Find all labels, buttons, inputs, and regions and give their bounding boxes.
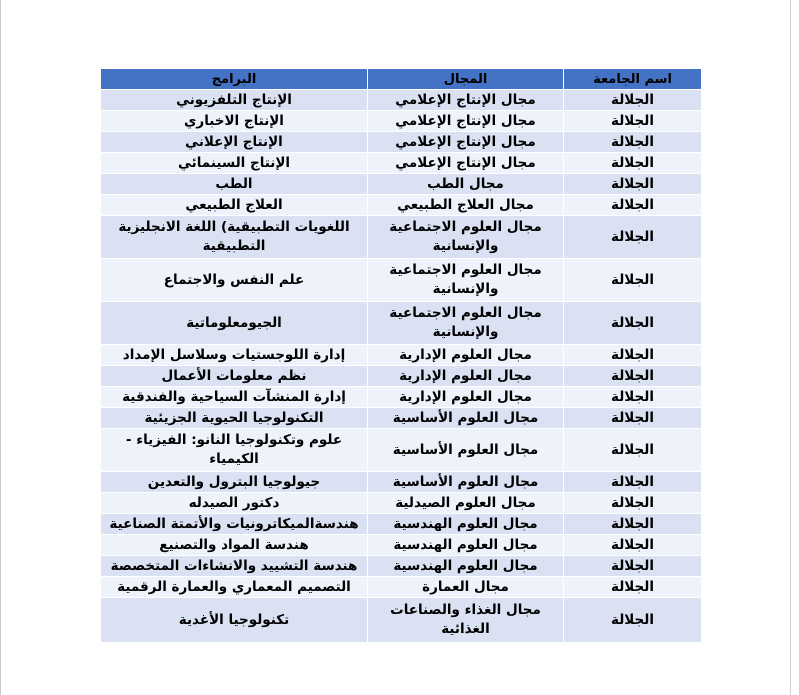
- program-cell: الإنتاج التلفزيوني: [101, 90, 368, 111]
- university-cell: الجلالة: [564, 174, 702, 195]
- university-cell: الجلالة: [564, 577, 702, 598]
- field-cell: مجال العلوم الهندسية: [368, 535, 564, 556]
- table-row: [101, 153, 702, 174]
- table-row: [101, 302, 702, 345]
- field-cell: مجال الإنتاج الإعلامي: [368, 132, 564, 153]
- program-cell: هندسة التشييد والانشاءات المتخصصة: [101, 556, 368, 577]
- table-row: [101, 598, 702, 643]
- university-cell: الجلالة: [564, 302, 702, 345]
- table-row: [101, 216, 702, 259]
- table-row: [101, 514, 702, 535]
- table-header-row: [101, 69, 702, 90]
- table-row: [101, 556, 702, 577]
- program-cell: هندسة المواد والتصنيع: [101, 535, 368, 556]
- university-cell: الجلالة: [564, 111, 702, 132]
- field-cell: مجال العلوم الهندسية: [368, 514, 564, 535]
- field-cell: مجال الإنتاج الإعلامي: [368, 111, 564, 132]
- field-cell: مجال العمارة: [368, 577, 564, 598]
- program-cell: إدارة المنشآت السياحية والفندقية: [101, 387, 368, 408]
- program-cell: إدارة اللوجستيات وسلاسل الإمداد: [101, 345, 368, 366]
- table-row: [101, 259, 702, 302]
- table-row: [101, 174, 702, 195]
- program-cell: الطب: [101, 174, 368, 195]
- university-cell: الجلالة: [564, 598, 702, 643]
- field-cell: مجال العلوم الاجتماعية والإنسانية: [368, 302, 564, 345]
- university-cell: الجلالة: [564, 472, 702, 493]
- program-cell: العلاج الطبيعي: [101, 195, 368, 216]
- program-cell: الإنتاج السينمائي: [101, 153, 368, 174]
- university-cell: الجلالة: [564, 345, 702, 366]
- field-cell: مجال العلوم الأساسية: [368, 472, 564, 493]
- header-programs: البرامج: [101, 69, 368, 90]
- table-row: [101, 111, 702, 132]
- program-cell: نظم معلومات الأعمال: [101, 366, 368, 387]
- university-cell: الجلالة: [564, 556, 702, 577]
- table-row: [101, 90, 702, 111]
- field-cell: مجال العلوم الأساسية: [368, 429, 564, 472]
- program-cell: التصميم المعماري والعمارة الرقمية: [101, 577, 368, 598]
- field-cell: مجال العلوم الاجتماعية والإنسانية: [368, 216, 564, 259]
- university-cell: الجلالة: [564, 535, 702, 556]
- field-cell: مجال الإنتاج الإعلامي: [368, 90, 564, 111]
- program-cell: اللغويات التطبيقية) اللغة الانجليزية التطبيقية: [101, 216, 368, 259]
- field-cell: مجال العلوم الهندسية: [368, 556, 564, 577]
- field-cell: مجال العلاج الطبيعي: [368, 195, 564, 216]
- table-row: [101, 408, 702, 429]
- table-row: [101, 493, 702, 514]
- program-cell: الإنتاج الإعلاني: [101, 132, 368, 153]
- table-row: [101, 577, 702, 598]
- university-cell: الجلالة: [564, 216, 702, 259]
- page-right-edge: [790, 0, 791, 695]
- table-row: [101, 472, 702, 493]
- table-row: [101, 345, 702, 366]
- university-cell: الجلالة: [564, 153, 702, 174]
- university-cell: الجلالة: [564, 493, 702, 514]
- page-left-edge: [0, 0, 1, 695]
- program-cell: تكنولوجيا الأغدية: [101, 598, 368, 643]
- program-cell: دكتور الصيدله: [101, 493, 368, 514]
- program-cell: التكنولوجيا الحيوية الجزيئية: [101, 408, 368, 429]
- table-row: [101, 535, 702, 556]
- field-cell: مجال العلوم الإدارية: [368, 345, 564, 366]
- program-cell: الجيومعلوماتية: [101, 302, 368, 345]
- field-cell: مجال الإنتاج الإعلامي: [368, 153, 564, 174]
- university-cell: الجلالة: [564, 408, 702, 429]
- table-row: [101, 429, 702, 472]
- table-row: [101, 387, 702, 408]
- program-cell: هندسةالميكاترونيات والأتمتة الصناعية: [101, 514, 368, 535]
- university-cell: الجلالة: [564, 90, 702, 111]
- field-cell: مجال الطب: [368, 174, 564, 195]
- university-cell: الجلالة: [564, 132, 702, 153]
- table-row: [101, 366, 702, 387]
- university-cell: الجلالة: [564, 514, 702, 535]
- programs-table: [100, 68, 702, 643]
- header-field: المجال: [368, 69, 564, 90]
- field-cell: مجال العلوم الصيدلية: [368, 493, 564, 514]
- field-cell: مجال العلوم الإدارية: [368, 366, 564, 387]
- program-cell: الإنتاج الاخباري: [101, 111, 368, 132]
- university-cell: الجلالة: [564, 195, 702, 216]
- university-cell: الجلالة: [564, 259, 702, 302]
- table-row: [101, 195, 702, 216]
- field-cell: مجال العلوم الاجتماعية والإنسانية: [368, 259, 564, 302]
- program-cell: جيولوجيا البترول والتعدين: [101, 472, 368, 493]
- university-cell: الجلالة: [564, 429, 702, 472]
- field-cell: مجال الغذاء والصناعات الغذائية: [368, 598, 564, 643]
- university-cell: الجلالة: [564, 387, 702, 408]
- university-cell: الجلالة: [564, 366, 702, 387]
- header-university: اسم الجامعة: [564, 69, 702, 90]
- table-row: [101, 132, 702, 153]
- program-cell: علم النفس والاجتماع: [101, 259, 368, 302]
- program-cell: علوم وتكنولوجيا النانو: الفيزياء - الكيمياء: [101, 429, 368, 472]
- field-cell: مجال العلوم الأساسية: [368, 408, 564, 429]
- field-cell: مجال العلوم الإدارية: [368, 387, 564, 408]
